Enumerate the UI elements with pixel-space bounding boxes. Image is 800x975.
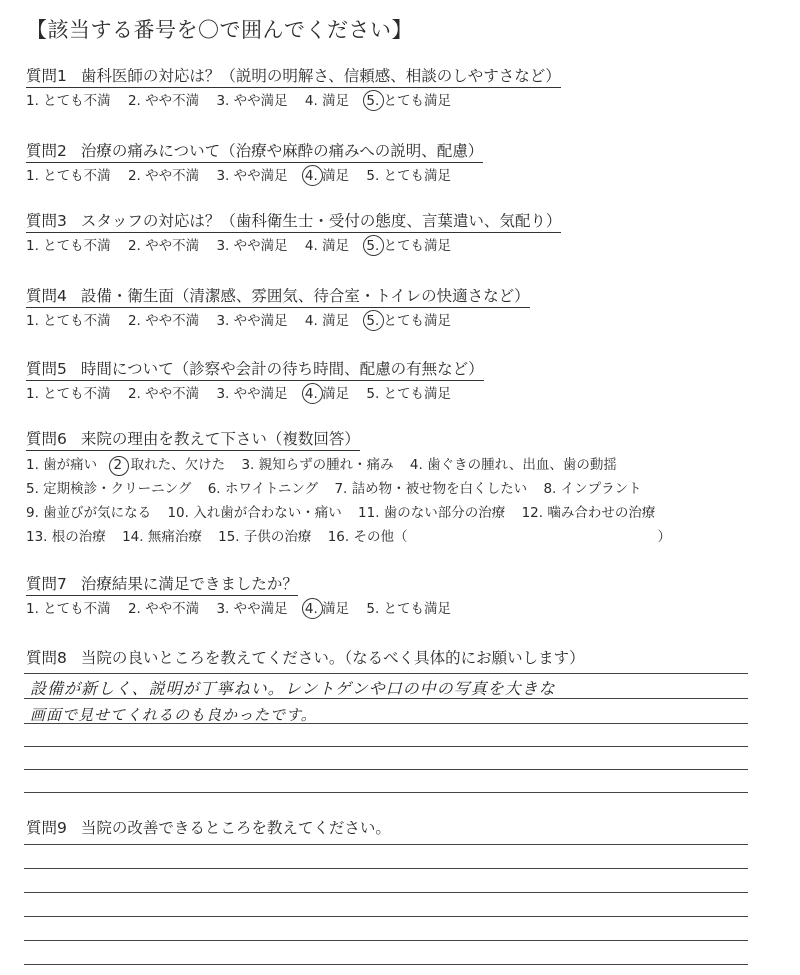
option-11[interactable]: 11. 歯のない部分の治療 (358, 505, 506, 521)
option-7[interactable]: 7. 詰め物・被せ物を白くしたい (334, 481, 528, 497)
question-9 (26, 818, 391, 838)
option-1[interactable]: 1. とても不満 (26, 238, 111, 254)
option-1[interactable]: 1. とても不満 (26, 93, 111, 109)
other-open-paren: 16. その他（ (327, 529, 408, 545)
option-1[interactable]: 1. とても不満 (26, 601, 111, 617)
option-3[interactable]: 3. やや満足 (216, 93, 288, 109)
question-6-title (26, 429, 360, 451)
instruction-header: 【該当する番号を〇で囲んでください】 (26, 18, 413, 42)
option-1[interactable]: 1. とても不満 (26, 386, 111, 402)
answer-line (24, 746, 748, 747)
answer-options (26, 166, 483, 186)
question-number: 質問6 (26, 430, 67, 448)
option-5[interactable]: 5. とても満足 (366, 168, 452, 184)
question-number: 質問7 (26, 575, 67, 593)
answer-options (26, 236, 561, 256)
option-5-selected[interactable]: 5. とても満足 (366, 238, 452, 254)
option-10[interactable]: 10. 入れ歯が合わない・痛い (167, 505, 342, 521)
question-text: スタッフの対応は？（歯科衛生士・受付の態度、言葉遣い、気配り） (80, 212, 562, 230)
options-row-4 (26, 525, 683, 549)
question-2 (26, 141, 483, 186)
question-number: 質問1 (26, 67, 67, 85)
option-3[interactable]: 3. やや満足 (216, 238, 288, 254)
option-4[interactable]: 4. 満足 (304, 93, 350, 109)
option-3[interactable]: 3. 親知らずの腫れ・痛み (241, 457, 394, 473)
options-row-2 (26, 477, 683, 501)
option-4[interactable]: 4. 満足 (304, 313, 350, 329)
answer-line (24, 792, 748, 793)
option-5-selected[interactable]: 5. とても満足 (366, 313, 452, 329)
answer-line[interactable] (24, 964, 748, 965)
option-5-selected[interactable]: 5. とても満足 (366, 93, 452, 109)
question-8 (26, 648, 585, 668)
option-3[interactable]: 3. やや満足 (216, 601, 288, 617)
question-3-title (26, 211, 561, 233)
option-5[interactable]: 5. とても満足 (366, 601, 452, 617)
option-6[interactable]: 6. ホワイトニング (207, 481, 319, 497)
option-4-selected[interactable]: 4. 満足 (304, 601, 350, 617)
option-2[interactable]: 2. やや不満 (127, 93, 200, 109)
question-number: 質問8 (26, 649, 67, 667)
question-text: 当院の良いところを教えてください。（なるべく具体的にお願いします） (80, 649, 585, 667)
question-text: 治療の痛みについて（治療や麻酔の痛みへの説明、配慮） (80, 142, 484, 160)
question-text: 当院の改善できるところを教えてください。 (80, 819, 391, 837)
option-3[interactable]: 3. やや満足 (216, 168, 288, 184)
answer-line (24, 769, 748, 770)
question-number: 質問3 (26, 212, 67, 230)
options-row-3 (26, 501, 683, 525)
handwritten-answer-line-2: 画面で見せてくれるのも良かったです。 (30, 706, 317, 724)
question-1 (26, 66, 561, 111)
answer-options (26, 91, 561, 111)
option-14[interactable]: 14. 無痛治療 (122, 529, 202, 545)
question-1-title (26, 66, 561, 88)
answer-line[interactable] (24, 916, 748, 917)
question-3 (26, 211, 561, 256)
answer-line (24, 698, 748, 699)
option-2[interactable]: 2. やや不満 (127, 601, 200, 617)
option-16-other[interactable] (328, 525, 671, 549)
option-2-number: 2 (113, 457, 123, 473)
answer-line (24, 673, 748, 674)
answer-options (26, 599, 464, 619)
handwritten-answer-line-1: 設備が新しく、説明が丁寧ねい。レントゲンや口の中の写真を大きな (30, 679, 556, 698)
option-4[interactable]: 4. 歯ぐきの腫れ、出血、歯の動揺 (409, 457, 617, 473)
option-2[interactable]: 2. やや不満 (127, 313, 200, 329)
question-text: 治療結果に満足できましたか？ (80, 575, 298, 593)
question-number: 質問2 (26, 142, 67, 160)
option-8[interactable]: 8. インプラント (543, 481, 642, 497)
question-5 (26, 359, 484, 404)
option-13[interactable]: 13. 根の治療 (26, 529, 106, 545)
option-5[interactable]: 5. とても満足 (366, 386, 452, 402)
option-2-selected[interactable] (113, 453, 225, 477)
option-2[interactable]: 2. やや不満 (127, 386, 200, 402)
option-15[interactable]: 15. 子供の治療 (218, 529, 312, 545)
option-3[interactable]: 3. やや満足 (216, 386, 288, 402)
question-9-title (26, 818, 391, 838)
question-2-title (26, 141, 483, 163)
option-4[interactable]: 4. 満足 (304, 238, 350, 254)
question-7-title (26, 574, 298, 596)
question-4 (26, 286, 530, 331)
option-2-label: 取れた、欠けた (130, 457, 226, 473)
answer-options (26, 311, 530, 331)
option-1[interactable]: 1. 歯が痛い (26, 457, 98, 473)
reason-options (26, 453, 683, 549)
options-row-1 (26, 453, 683, 477)
other-close-paren: ） (657, 529, 671, 545)
option-1[interactable]: 1. とても不満 (26, 168, 111, 184)
question-number: 質問9 (26, 819, 67, 837)
question-number: 質問5 (26, 360, 67, 378)
option-4-selected[interactable]: 4. 満足 (304, 168, 350, 184)
option-2[interactable]: 2. やや不満 (127, 238, 200, 254)
question-6 (26, 429, 683, 549)
answer-options (26, 384, 484, 404)
question-8-title (26, 648, 585, 668)
question-number: 質問4 (26, 287, 67, 305)
question-text: 来院の理由を教えて下さい（複数回答） (80, 430, 360, 448)
answer-line[interactable] (24, 892, 748, 893)
answer-line[interactable] (24, 844, 748, 845)
question-7 (26, 574, 464, 619)
option-4-selected[interactable]: 4. 満足 (304, 386, 350, 402)
question-text: 設備・衛生面（清潔感、雰囲気、待合室・トイレの快適さなど） (80, 287, 530, 305)
answer-line (24, 723, 748, 724)
option-9[interactable]: 9. 歯並びが気になる (26, 505, 152, 521)
option-3[interactable]: 3. やや満足 (216, 313, 288, 329)
answer-line[interactable] (24, 940, 748, 941)
question-text: 時間について（診察や会計の待ち時間、配慮の有無など） (80, 360, 484, 378)
option-12[interactable]: 12. 噛み合わせの治療 (521, 505, 656, 521)
option-5[interactable]: 5. 定期検診・クリーニング (26, 481, 192, 497)
option-1[interactable]: 1. とても不満 (26, 313, 111, 329)
question-5-title (26, 359, 484, 381)
question-text: 歯科医師の対応は？（説明の明解さ、信頼感、相談のしやすさなど） (80, 67, 561, 85)
question-4-title (26, 286, 530, 308)
option-2[interactable]: 2. やや不満 (127, 168, 200, 184)
answer-line[interactable] (24, 868, 748, 869)
